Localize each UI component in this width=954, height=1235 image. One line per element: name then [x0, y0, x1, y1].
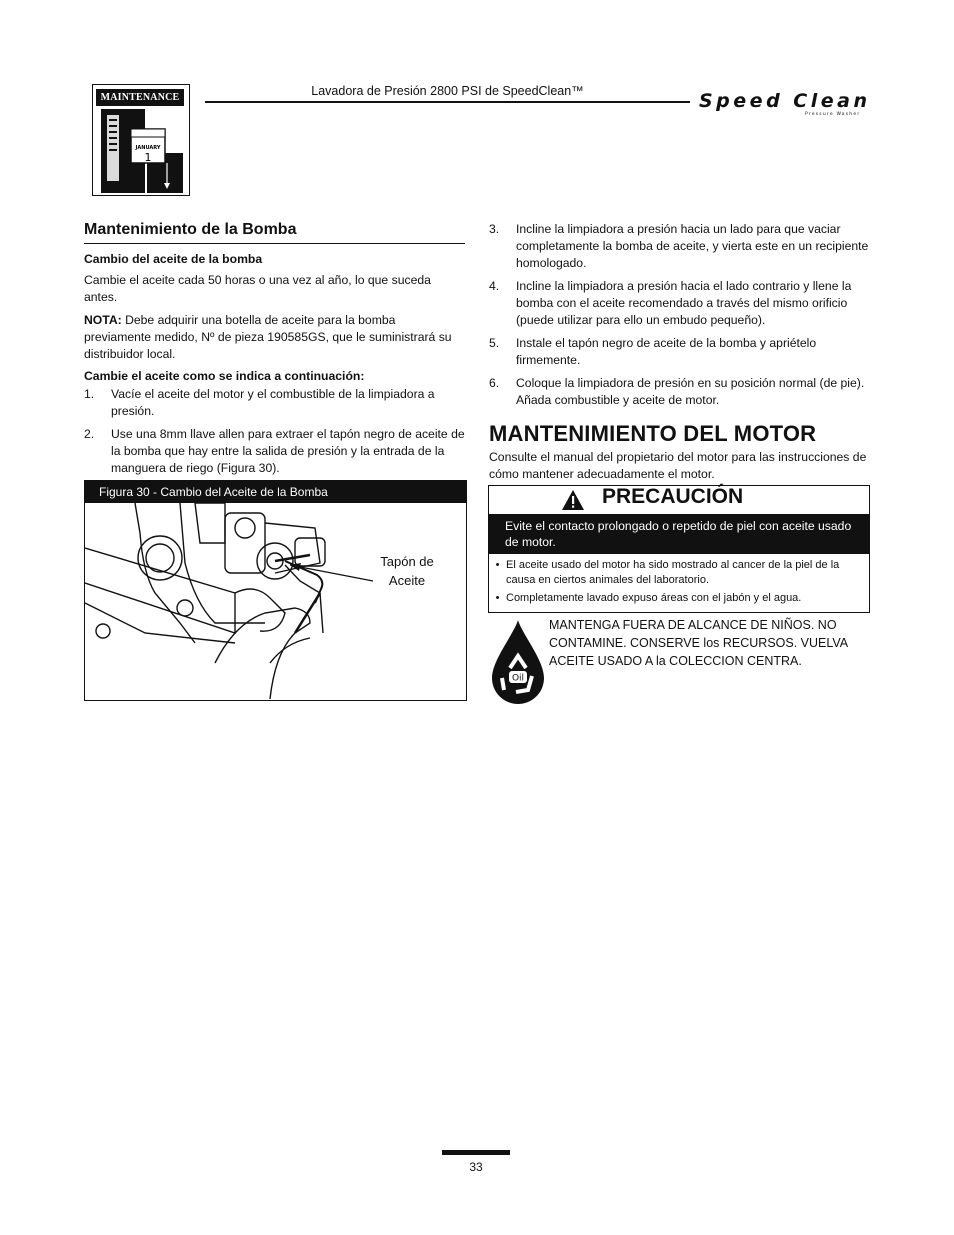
- header-rule: [205, 101, 690, 103]
- engine-maintenance-heading: MANTENIMIENTO DEL MOTOR: [489, 421, 817, 446]
- note-label: NOTA:: [84, 313, 122, 327]
- step-item: [489, 335, 869, 369]
- pump-illustration: [85, 503, 465, 699]
- step-item: [84, 386, 465, 420]
- brand-tagline: Pressure Washer: [805, 112, 861, 117]
- document-title: Lavadora de Presión 2800 PSI de SpeedClean™: [311, 84, 584, 98]
- footer-bar: [442, 1150, 510, 1155]
- caution-title: PRECAUCIÓN: [602, 485, 744, 508]
- oil-change-subheading: Cambio del aceite de la bomba: [84, 252, 263, 266]
- page-number: 33: [469, 1160, 483, 1174]
- caution-item-text: El aceite usado del motor ha sido mostrado al cancer de la piel de la causa en ciertos animales del laboratorio.: [506, 559, 840, 586]
- step-item: [489, 221, 869, 272]
- step-text: Incline la limpiadora a presión hacia el lado contrario y llene la bomba con el aceite recomendado a través del mismo orificio (puede utilizar para ello un embudo pequeño).: [516, 279, 852, 327]
- step-text: Coloque la limpiadora de presión en su posición normal (de pie). Añada combustible y aceite de motor.: [516, 376, 865, 407]
- oil-change-intro: Cambie el aceite cada 50 horas o una vez al año, lo que suceda antes.: [84, 273, 431, 304]
- maintenance-label: MAINTENANCE: [96, 89, 184, 106]
- recycle-notice: MANTENGA FUERA DE ALCANCE DE NIÑOS. NO CONTAMINE. CONSERVE los RECURSOS. VUELVA ACEITE USADO A la COLECCION CENTRA.: [549, 618, 848, 668]
- step-number: 4.: [489, 279, 500, 293]
- steps-heading: Cambie el aceite como se indica a continuación:: [84, 369, 365, 383]
- step-text: Vacíe el aceite del motor y el combustible de la limpiadora a presión.: [111, 387, 435, 418]
- maintenance-calendar-icon: [97, 109, 185, 193]
- warning-triangle-icon: [561, 489, 585, 511]
- caution-list: [489, 558, 869, 610]
- brand-name: Speed Clean: [699, 90, 867, 112]
- step-number: 5.: [489, 336, 500, 350]
- step-item: [489, 278, 869, 329]
- maintenance-badge: [92, 84, 190, 196]
- steps-list-right: [489, 221, 869, 415]
- note-paragraph: [84, 312, 465, 363]
- oil-recycle-drop-icon: [488, 618, 548, 708]
- step-item: [489, 375, 869, 409]
- note-text: Debe adquirir una botella de aceite para la bomba previamente medido, Nº de pieza 190585GS, que le suministrará su distribuidor local.: [84, 313, 452, 361]
- caution-header: [489, 486, 869, 514]
- step-item: [84, 426, 465, 477]
- calendar-day: 1: [144, 151, 152, 164]
- caution-box: [488, 485, 870, 613]
- step-number: 1.: [84, 387, 95, 401]
- figure-30: [84, 480, 467, 701]
- steps-list-left: [84, 386, 465, 483]
- figure-caption: Figura 30 - Cambio del Aceite de la Bomba: [85, 481, 466, 503]
- pump-maintenance-heading: Mantenimiento de la Bomba: [84, 221, 465, 244]
- oil-drop-label: Oil: [511, 673, 525, 684]
- calendar-month: JANUARY: [135, 145, 161, 151]
- caution-item: • El aceite usado del motor ha sido mostrado al cancer de la piel de la causa en ciertos animales del laboratorio.: [489, 558, 869, 587]
- caution-warning-band: Evite el contacto prolongado o repetido de piel con aceite usado de motor.: [489, 514, 869, 554]
- step-number: 3.: [489, 222, 500, 236]
- speedclean-logo: [697, 88, 872, 118]
- caution-item: • Completamente lavado expuso áreas con el jabón y el agua.: [495, 592, 802, 604]
- step-text: Incline la limpiadora a presión hacia un lado para que vaciar completamente la bomba de aceite, y vierta este en un recipiente homologado.: [516, 222, 869, 270]
- step-text: Instale el tapón negro de aceite de la bomba y apriételo firmemente.: [516, 336, 817, 367]
- oil-plug-callout: Tapón de Aceite: [380, 554, 434, 588]
- step-text: Use una 8mm llave allen para extraer el tapón negro de aceite de la bomba que hay entre la salida de presión y la entrada de la manguera de riego (Figura 30).: [111, 427, 465, 475]
- step-number: 2.: [84, 427, 95, 441]
- caution-item-text: Completamente lavado expuso áreas con el jabón y el agua.: [506, 592, 802, 604]
- step-number: 6.: [489, 376, 500, 390]
- engine-maintenance-text: Consulte el manual del propietario del motor para las instrucciones de cómo mantener adecuadamente el motor.: [489, 450, 867, 481]
